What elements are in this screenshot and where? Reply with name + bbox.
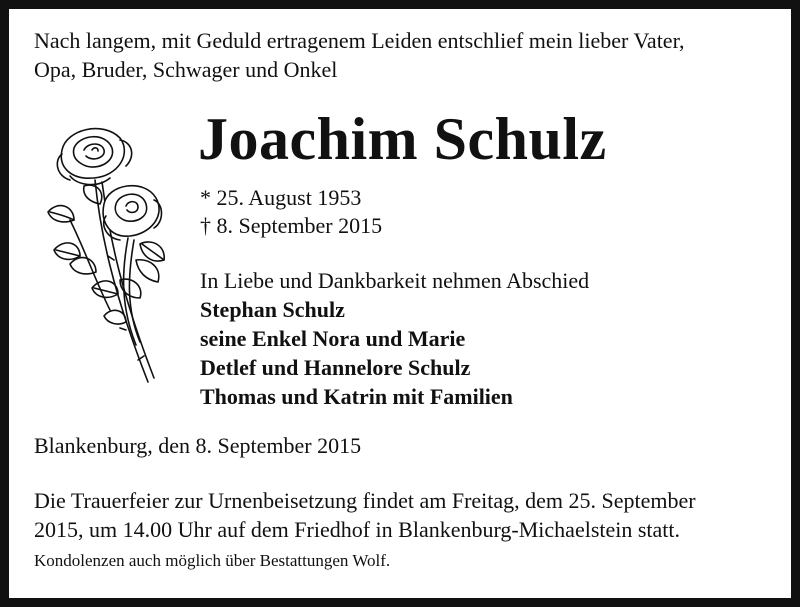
- mourner-name: Thomas und Katrin mit Familien: [200, 384, 513, 409]
- service-line-1: Die Trauerfeier zur Urnenbeisetzung findet am Freitag, dem 25. September: [34, 488, 696, 513]
- place-date: Blankenburg, den 8. September 2015: [34, 433, 362, 458]
- intro-text: [34, 26, 685, 84]
- service-line-2: 2015, um 14.00 Uhr auf dem Friedhof in Blankenburg-Michaelstein statt.: [34, 517, 681, 542]
- intro-line-2: Opa, Bruder, Schwager und Onkel: [34, 57, 338, 82]
- service-info: [34, 486, 696, 544]
- mourner-name: Detlef und Hannelore Schulz: [200, 355, 471, 380]
- roses-icon: [40, 120, 175, 395]
- death-date: † 8. September 2015: [200, 213, 383, 238]
- mourner-name: Stephan Schulz: [200, 297, 345, 322]
- birth-date: * 25. August 1953: [200, 185, 362, 210]
- condolences-note: Kondolenzen auch möglich über Bestattungen Wolf.: [34, 551, 391, 570]
- intro-line-1: Nach langem, mit Geduld ertragenem Leiden entschlief mein lieber Vater,: [34, 28, 685, 53]
- life-dates: [200, 184, 382, 240]
- mourner-name: seine Enkel Nora und Marie: [200, 326, 466, 351]
- mourners-heading: In Liebe und Dankbarkeit nehmen Abschied: [200, 268, 590, 293]
- mourners-block: [200, 266, 589, 411]
- deceased-name: Joachim Schulz: [198, 106, 607, 172]
